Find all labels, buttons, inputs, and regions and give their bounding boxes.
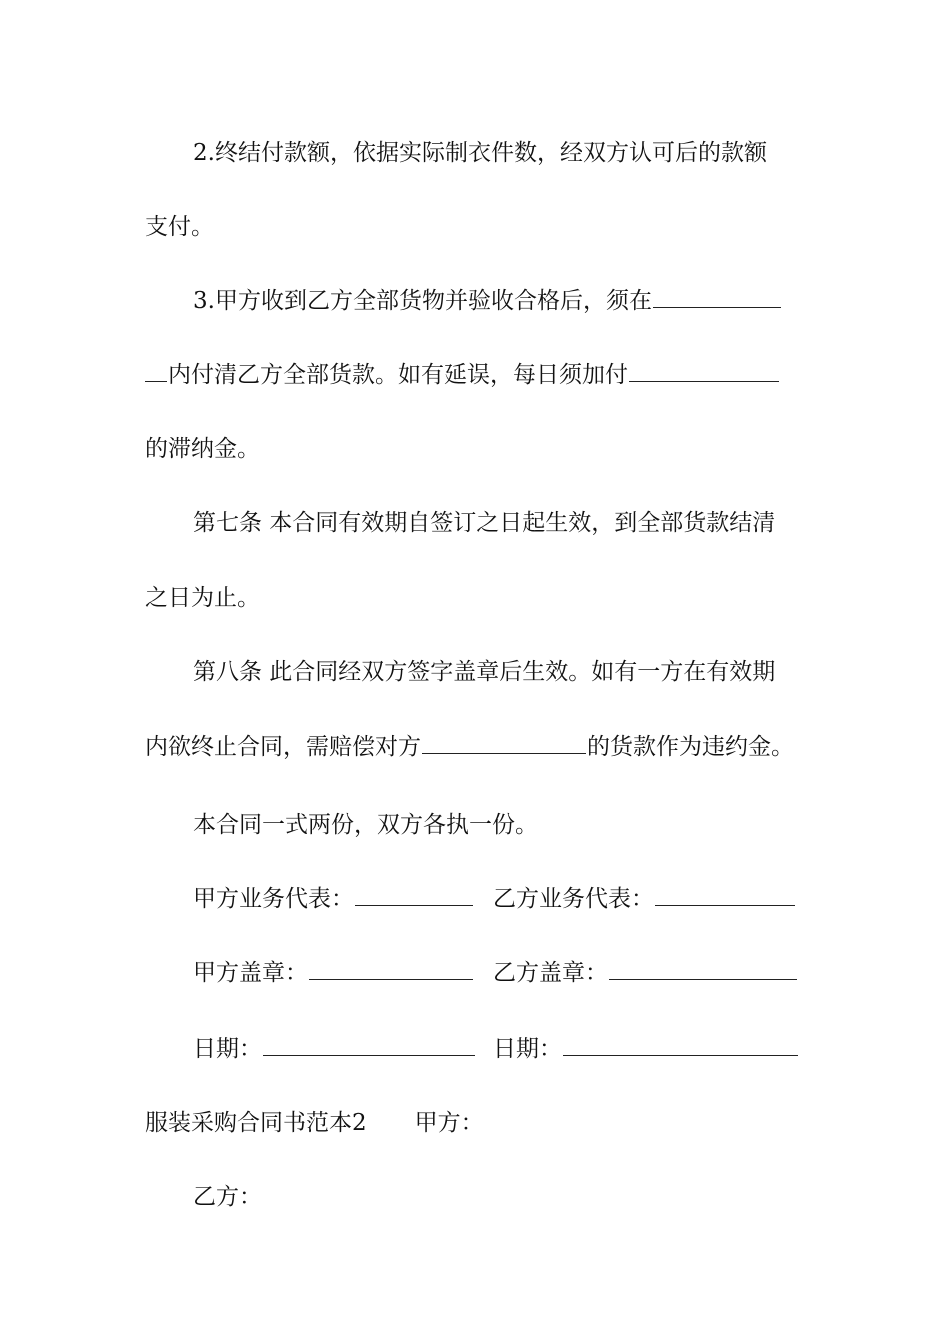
paragraph-article-7-line1 bbox=[193, 508, 805, 538]
next-section-party-a-label: 甲方： bbox=[414, 1110, 484, 1136]
paragraph-article-8-line2 bbox=[145, 732, 805, 762]
blank-late-fee[interactable] bbox=[629, 361, 779, 382]
paragraph-payment-deadline-line2 bbox=[145, 360, 805, 390]
paragraph-payment-final-line2 bbox=[145, 212, 805, 242]
text-payment-deadline-line3: 的滞纳金。 bbox=[145, 436, 260, 462]
paragraph-payment-final-line1 bbox=[193, 138, 805, 168]
party-b-seal bbox=[493, 958, 798, 988]
blank-payment-deadline-cont[interactable] bbox=[145, 361, 167, 382]
party-a-representative-label: 甲方业务代表： bbox=[193, 886, 354, 912]
party-a-seal-label: 甲方盖章： bbox=[193, 960, 308, 986]
next-section-party-b-label: 乙方： bbox=[193, 1184, 262, 1210]
party-a-representative-blank[interactable] bbox=[355, 885, 473, 906]
signature-row-date bbox=[193, 1034, 805, 1064]
party-b-date-blank[interactable] bbox=[563, 1035, 798, 1056]
paragraph-article-8-line1 bbox=[193, 657, 805, 687]
next-section-party-b-row bbox=[193, 1182, 805, 1212]
paragraph-payment-deadline-line1 bbox=[193, 286, 805, 316]
party-a-date-blank[interactable] bbox=[263, 1035, 475, 1056]
signature-row-seal bbox=[193, 958, 805, 988]
paragraph-copies bbox=[193, 810, 805, 840]
text-article-7-line2: 之日为止。 bbox=[145, 585, 260, 611]
party-a-date-label: 日期： bbox=[193, 1036, 262, 1062]
party-b-date-label: 日期： bbox=[493, 1036, 562, 1062]
text-article-8-line2b: 的货款作为违约金。 bbox=[587, 734, 794, 760]
paragraph-article-7-line2 bbox=[145, 583, 805, 613]
text-article-8-line2a: 内欲终止合同，需赔偿对方 bbox=[145, 734, 421, 760]
text-payment-deadline-line2: 内付清乙方全部货款。如有延误，每日须加付 bbox=[168, 362, 628, 388]
party-b-seal-blank[interactable] bbox=[609, 959, 797, 980]
blank-payment-deadline[interactable] bbox=[653, 287, 781, 308]
party-b-date bbox=[493, 1034, 799, 1064]
text-payment-final-line2: 支付。 bbox=[145, 214, 214, 240]
next-section-heading-row bbox=[145, 1108, 805, 1138]
next-section-title: 服装采购合同书范本2 bbox=[145, 1110, 367, 1136]
party-a-representative bbox=[193, 884, 493, 914]
party-b-seal-label: 乙方盖章： bbox=[493, 960, 608, 986]
party-b-representative bbox=[493, 884, 796, 914]
party-a-date bbox=[193, 1034, 493, 1064]
blank-penalty-amount[interactable] bbox=[422, 733, 586, 754]
text-copies: 本合同一式两份，双方各执一份。 bbox=[193, 812, 538, 838]
text-payment-deadline-line1: 3.甲方收到乙方全部货物并验收合格后，须在 bbox=[193, 288, 652, 314]
party-a-seal bbox=[193, 958, 493, 988]
text-payment-final-line1: 2.终结付款额，依据实际制衣件数，经双方认可后的款额 bbox=[193, 140, 767, 166]
signature-row-representative bbox=[193, 884, 805, 914]
party-b-representative-blank[interactable] bbox=[655, 885, 795, 906]
party-a-seal-blank[interactable] bbox=[309, 959, 473, 980]
paragraph-payment-deadline-line3 bbox=[145, 434, 805, 464]
text-article-8-line1: 第八条 此合同经双方签字盖章后生效。如有一方在有效期 bbox=[193, 659, 776, 685]
party-b-representative-label: 乙方业务代表： bbox=[493, 886, 654, 912]
text-article-7-line1: 第七条 本合同有效期自签订之日起生效，到全部货款结清 bbox=[193, 510, 776, 536]
